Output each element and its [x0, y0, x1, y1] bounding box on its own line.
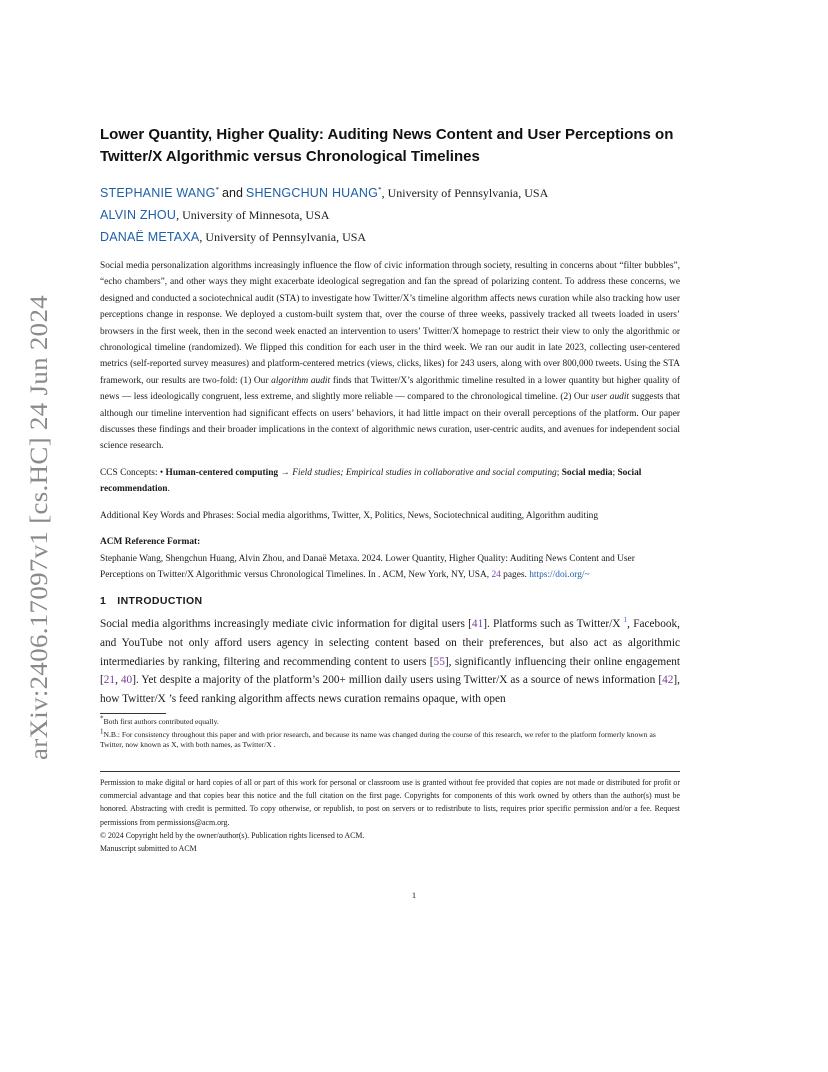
abstract — [100, 258, 680, 455]
footnote-mark: * — [100, 714, 104, 723]
manuscript-line: Manuscript submitted to ACM — [100, 844, 197, 854]
author-affiliation: , University of Minnesota, USA — [176, 208, 330, 222]
section-number: 1 — [100, 595, 107, 608]
citation-link[interactable]: 41 — [471, 618, 484, 631]
citation-link[interactable]: 40 — [120, 674, 133, 687]
footnote-text: Both first authors contributed equally. — [103, 716, 219, 726]
body-text: , — [115, 674, 121, 687]
author-name[interactable]: STEPHANIE WANG — [100, 186, 216, 200]
equal-contribution-mark: * — [215, 186, 220, 194]
body-text: ], how Twitter/X ’s feed ranking algorithm affects news curation remains opaque, with open — [100, 674, 680, 706]
acm-reference-heading: ACM Reference Format: — [100, 537, 201, 548]
ccs-term: Social media — [561, 467, 613, 478]
author-name[interactable]: SHENGCHUN HUANG — [245, 186, 379, 200]
acm-reference-text: pages. — [500, 569, 530, 580]
introduction-paragraph — [100, 615, 680, 709]
ccs-concepts — [100, 465, 680, 498]
footnote-1 — [100, 727, 680, 750]
footnote-star — [100, 714, 680, 727]
arxiv-watermark — [17, 290, 53, 760]
author-affiliation: , University of Pennsylvania, USA — [381, 186, 549, 200]
abstract-emphasis: algorithm audit — [271, 375, 331, 386]
author-line-1 — [100, 182, 680, 204]
paper-page — [100, 124, 680, 856]
equal-contribution-mark: * — [378, 186, 382, 194]
permission-text: Permission to make digital or hard copies of all or part of this work for personal or classroom use is granted without fee provided that copies are not made or distributed for profit or commercial advantage and that copies bear this notice and the full citation on the first page. Copyrights for components of this work owned by others than the author(s) must be honored. Abstracting with credit is permitted. To copy otherwise, or republish, to post on servers or to redistribute to lists, requires prior specific permission and/or a fee. Request permissions from permissions@acm.org. — [100, 777, 680, 827]
acm-reference — [100, 551, 680, 584]
citation-link[interactable]: 42 — [662, 674, 674, 687]
permission-notice — [100, 771, 680, 856]
abstract-text: suggests that although our timeline intervention had significant effects on users’ behaviors, it had little impact on their overall perceptions of the platform. Our paper discusses these findings and their broader implications in the context of algorithmic news curation, user-centric audits, and avenues for independent social science research. — [100, 392, 680, 452]
ccs-label: CCS Concepts: • — [100, 467, 166, 478]
author-line-3 — [100, 226, 680, 248]
body-text: ], significantly influencing their online engagement [ — [100, 655, 680, 687]
abstract-text: Social media personalization algorithms increasingly influence the flow of civic information through society, resulting in concerns about “filter bubbles”, “echo chambers”, and other ways they might exacerbate ideological segregation and fan the spread of polarizing content. To address these concerns, we designed and conducted a sociotechnical audit (STA) to investigate how Twitter/X’s timeline algorithm affects news curation while also tracking how user perceptions change in response. We deployed a custom-built system that, over the course of three weeks, passively tracked all tweets loaded in users’ browsers in the first week, then in the second week enacted an intervention to users’ Twitter/X homepage to restrict their view to only the algorithmic or chronological timeline (randomized). We flipped this condition for each user in the third week. We ran our audit in late 2023, collecting user-centered metrics (self-reported survey measures) and platform-centered metrics (views, clicks, likes) for 243 users, along with over 800,000 tweets. Using the STA framework, our results are two-fold: (1) Our — [100, 261, 680, 386]
footnote-rule — [100, 713, 166, 714]
footnote-mark: 1 — [100, 727, 104, 736]
ccs-end: . — [167, 484, 170, 495]
arxiv-id: arXiv:2406.17097v1 [cs.HC] 24 Jun 2024 — [26, 327, 53, 760]
copyright-line: © 2024 Copyright held by the owner/author(s). Publication rights licensed to ACM. — [100, 831, 365, 841]
keywords: Additional Key Words and Phrases: Social media algorithms, Twitter, X, Politics, News, Sociotechnical auditing, Algorithm auditing — [100, 510, 599, 521]
section-title: INTRODUCTION — [117, 595, 203, 608]
citation-link[interactable]: 55 — [433, 655, 445, 668]
citation-link[interactable]: 21 — [103, 674, 116, 687]
author-line-2 — [100, 204, 680, 226]
section-heading — [100, 595, 680, 607]
ccs-term: Social recommendation — [100, 467, 642, 495]
acm-reference-text: Stephanie Wang, Shengchun Huang, Alvin Zhou, and Danaë Metaxa. 2024. Lower Quantity, Higher Quality: Auditing News Content and User Perceptions on Twitter/X Algorithmic versus Chronological Timelines. In . ACM, New York, NY, USA, — [100, 553, 635, 580]
abstract-text: finds that Twitter/X’s algorithmic timeline resulted in a lower quantity but higher quality of news — less ideologically congruent, less extreme, and slightly more reliable — compared to the chronological timeline. (2) Our — [100, 375, 680, 403]
body-text: ]. Yet despite a majority of the platform’s 200+ million daily users using Twitter/X as a source of news information [ — [132, 674, 663, 687]
ccs-separator: ; — [612, 467, 618, 478]
author-name[interactable]: ALVIN ZHOU — [100, 208, 177, 222]
ccs-separator: ; — [556, 467, 562, 478]
ccs-subterms: Field studies; Empirical studies in collaborative and social computing — [292, 467, 557, 478]
author-list — [100, 182, 680, 248]
page-count-link[interactable]: 24 — [491, 569, 501, 580]
arrow-icon: → — [278, 467, 293, 478]
author-conjunction: and — [222, 186, 243, 200]
abstract-emphasis: user audit — [591, 392, 630, 403]
footnote-text: N.B.: For consistency throughout this paper and with prior research, and because its name was changed during the course of this research, we refer to the platform formerly known as Twitter, now known as X, with both names, as Twitter/X . — [100, 729, 656, 749]
doi-link[interactable]: https://doi.org/~ — [529, 569, 590, 580]
author-affiliation: , University of Pennsylvania, USA — [199, 230, 367, 244]
author-name[interactable]: DANAË METAXA — [100, 230, 200, 244]
footnote-link[interactable]: 1 — [623, 616, 628, 625]
ccs-term: Human-centered computing — [165, 467, 279, 478]
paper-title: Lower Quantity, Higher Quality: Auditing News Content and User Perceptions on Twitter/X Algorithmic versus Chronological Timelines — [100, 126, 674, 165]
body-text: , Facebook, and YouTube not only afford users agency in selecting content based on their preferences, but also act as algorithmic intermediaries by ranking, filtering and recommending content to users [ — [100, 618, 680, 668]
body-text: ]. Platforms such as Twitter/X — [483, 618, 624, 631]
page-number: 1 — [411, 890, 417, 900]
body-text: Social media algorithms increasingly mediate civic information for digital users [ — [100, 618, 472, 631]
